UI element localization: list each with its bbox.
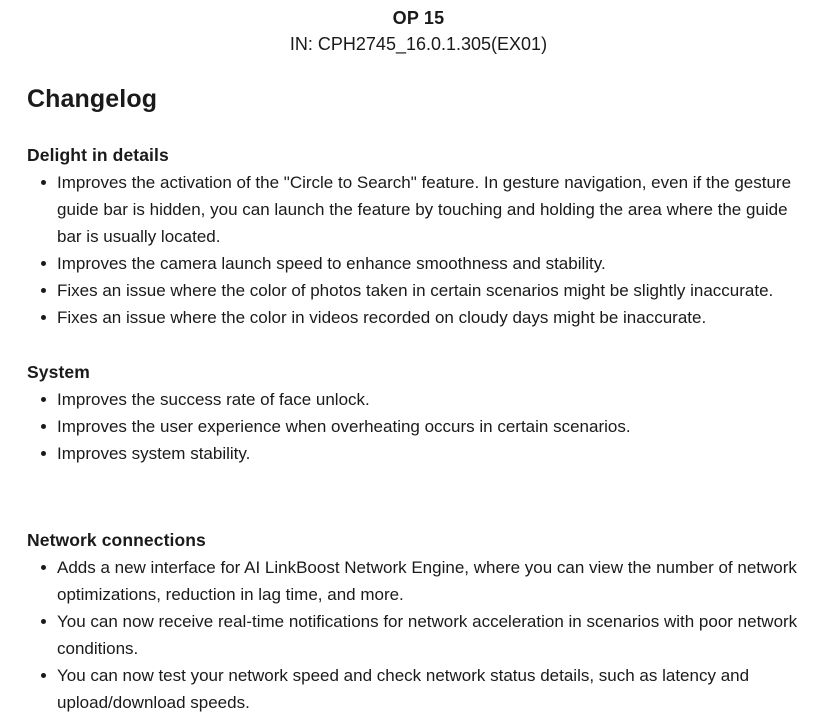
changelog-item: Improves system stability.: [27, 440, 810, 467]
section-network-connections: [27, 528, 810, 716]
changelog-item: Fixes an issue where the color in videos recorded on cloudy days might be inaccurate.: [27, 304, 810, 331]
changelog-item: Improves the user experience when overheating occurs in certain scenarios.: [27, 413, 810, 440]
section-heading: Network connections: [27, 530, 206, 550]
changelog-item: Adds a new interface for AI LinkBoost Network Engine, where you can view the number of network optimizations, reduction in lag time, and more.: [27, 554, 810, 608]
page-title: Changelog: [27, 85, 158, 113]
changelog-item: You can now test your network speed and check network status details, such as latency and upload/download speeds.: [27, 662, 810, 716]
doc-header: [27, 5, 810, 57]
changelog-item: Fixes an issue where the color of photos taken in certain scenarios might be slightly inaccurate.: [27, 277, 810, 304]
changelog-item: You can now receive real-time notifications for network acceleration in scenarios with poor network conditions.: [27, 608, 810, 662]
changelog-list: [27, 386, 810, 467]
changelog-item: Improves the success rate of face unlock.: [27, 386, 810, 413]
changelog-list: [27, 554, 810, 716]
changelog-item: Improves the camera launch speed to enhance smoothness and stability.: [27, 250, 810, 277]
section-delight-in-details: [27, 143, 810, 331]
build-version: IN: CPH2745_16.0.1.305(EX01): [289, 34, 548, 54]
section-heading: Delight in details: [27, 145, 169, 165]
section-system: [27, 360, 810, 467]
changelog-item: Improves the activation of the "Circle to Search" feature. In gesture navigation, even if the gesture guide bar is hidden, you can launch the feature by touching and holding the area where the guide bar is usually located.: [27, 169, 810, 250]
changelog-list: [27, 169, 810, 331]
build-name: OP 15: [392, 8, 445, 28]
section-heading: System: [27, 362, 90, 382]
